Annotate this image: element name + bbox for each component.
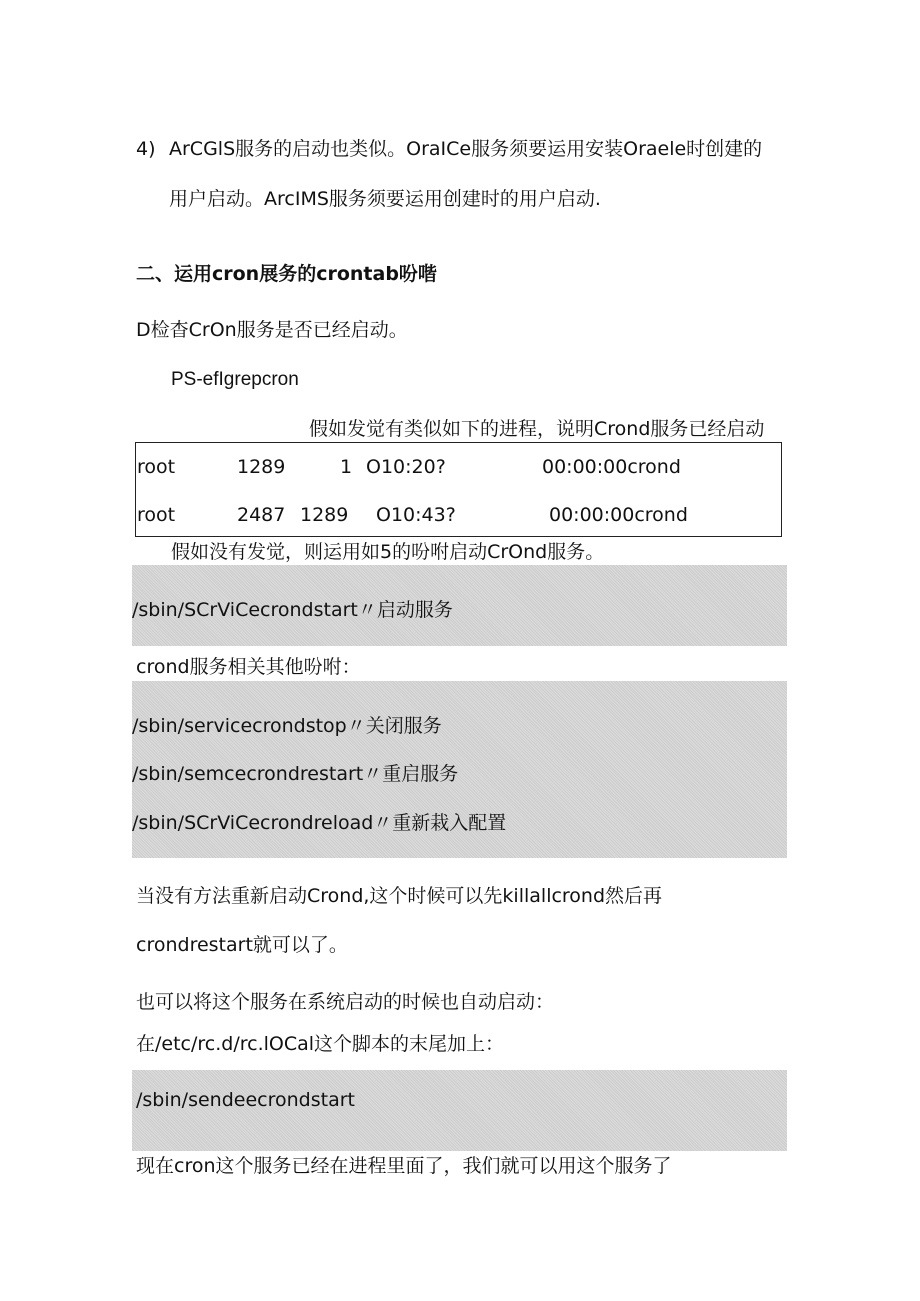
table-cell-start: O10:20?	[366, 456, 446, 478]
note-text: 也可以将这个服务在系统启动的时候也自动启动：	[136, 991, 555, 1013]
table-cell-start: O10:43?	[376, 504, 456, 526]
code-block	[132, 1070, 787, 1151]
paragraph-line: 用户启动。ArcIMS服务须要运用创建时的用户启动.	[169, 188, 601, 210]
note-text: 假如发觉有类似如下的进程，说明Crond服务已经启动	[309, 418, 765, 440]
note-text: 现在cron这个服务已经在进程里面了，我们就可以用这个服务了	[136, 1155, 672, 1177]
table-cell-pid: 1289	[237, 456, 286, 478]
code-line: /sbin/SCrViCecrondreload〃重新栽入配置	[132, 812, 507, 834]
note-text: 在/etc/rc.d/rc.lOCal这个脚本的末尾加上：	[136, 1033, 505, 1055]
code-line: /sbin/servicecrondstop〃关闭服务	[132, 715, 442, 737]
code-block	[132, 681, 787, 858]
table-cell-cmd: 00:00:00crond	[549, 504, 688, 526]
code-line: /sbin/sendeecrondstart	[136, 1089, 355, 1111]
table-cell-ppid: 1	[340, 456, 353, 478]
process-listing	[135, 442, 782, 537]
list-number: 4)	[136, 138, 156, 160]
section-heading: 二、运用cron展务的crontab吩喈	[136, 263, 437, 285]
step-text: D检杳CrOn服务是否已经启动。	[136, 319, 408, 341]
table-cell-ppid: 1289	[300, 504, 349, 526]
command-line: PS-efIgrepcron	[171, 369, 299, 390]
table-cell-pid: 2487	[237, 504, 286, 526]
code-line: /sbin/SCrViCecrondstart〃启动服务	[132, 599, 453, 621]
paragraph-line: 当没有方法重新启动Crond,这个时候可以先killallcrond然后再	[136, 885, 663, 907]
note-text: 假如没有发觉，则运用如5的吩咐启动CrOnd服务。	[171, 541, 605, 563]
table-cell-cmd: 00:00:00crond	[542, 456, 681, 478]
paragraph-line: crondrestart就可以了。	[136, 934, 348, 956]
table-cell-user: root	[137, 456, 176, 478]
code-line: /sbin/semcecrondrestart〃重启服务	[132, 763, 459, 785]
table-cell-user: root	[137, 504, 176, 526]
note-text: crond服务相关其他吩咐：	[136, 656, 361, 678]
code-block	[132, 565, 787, 646]
paragraph-line: ArCGlS服务的启动也类似。OraICe服务须要运用安装Oraele时创建的	[169, 138, 763, 160]
